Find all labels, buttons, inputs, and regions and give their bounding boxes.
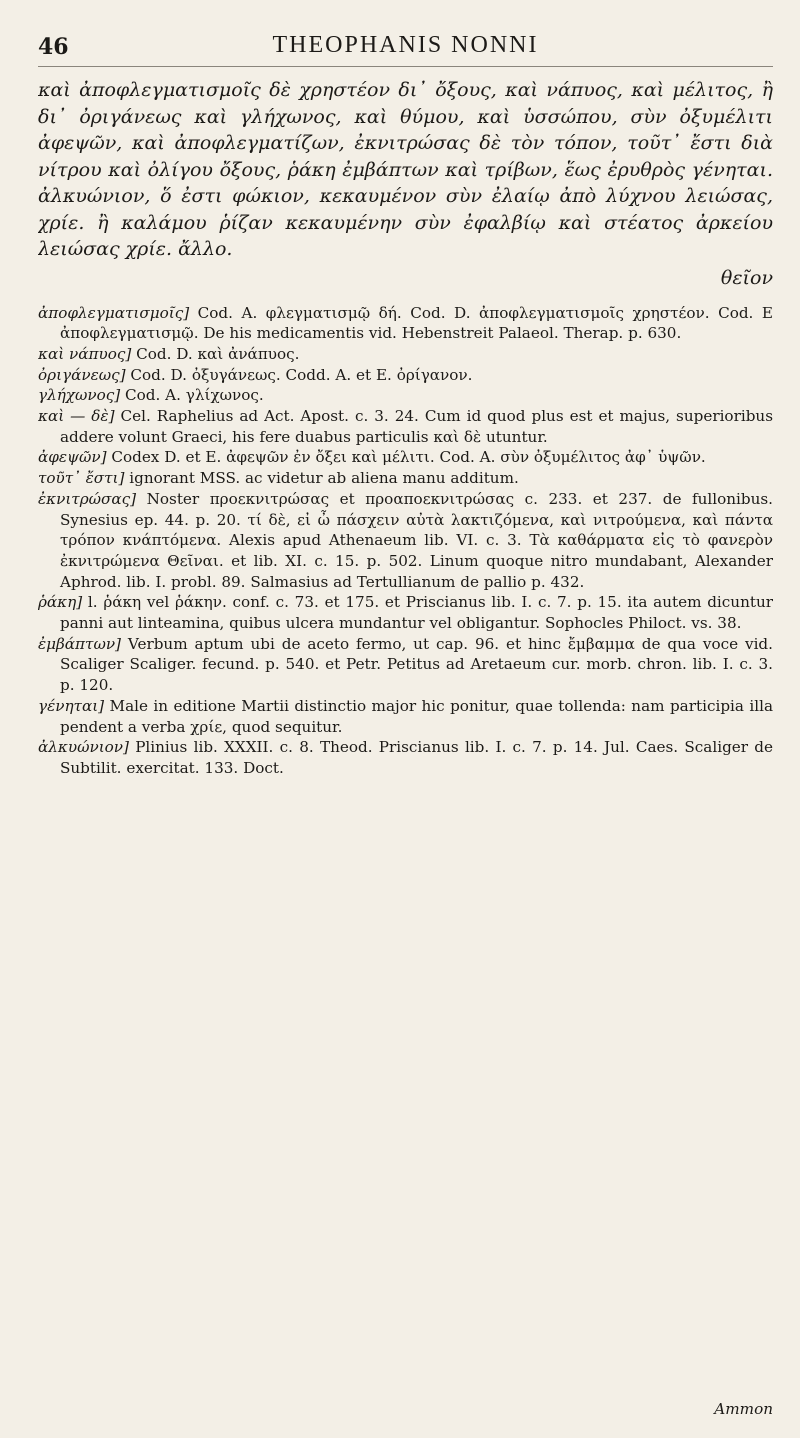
footnote-text: Cod. A. φλεγματισμῷ δή. Cod. D. ἀποφλεγματισμοῖς χρηστέον. Cod. E ἀποφλεγματισμῷ. De his medicamentis vid. Hebenstreit Palaeol. Therap. p. 630.	[60, 303, 773, 343]
footnote	[38, 468, 773, 489]
footnote	[38, 592, 773, 633]
footnote-text: Cod. D. ὀξυγάνεως. Codd. A. et E. ὀρίγανον.	[125, 365, 473, 384]
footnote	[38, 696, 773, 737]
footnote-lemma: ἀφεψῶν]	[38, 448, 107, 467]
footnote-text: Verbum aptum ubi de aceto fermo, ut cap. 96. et hinc ἔμβαμμα de qua voce vid. Scaliger Scaliger. fecund. p. 540. et Petr. Petitus ad Aretaeum cur. morb. chron. lib. I. c. 3. p. 120.	[60, 634, 773, 695]
running-head	[38, 26, 773, 67]
footnote-text: Cod. D. καὶ ἀνάπυος.	[131, 344, 300, 363]
book-page	[38, 26, 773, 1418]
page-number: 46	[38, 34, 69, 60]
footnote-text: Cel. Raphelius ad Act. Apost. c. 3. 24. Cum id quod plus est et majus, superioribus addere volunt Graeci, his fere duabus particulis καὶ δὲ utuntur.	[60, 407, 773, 446]
footnote-lemma: ἐμβάπτων]	[38, 634, 121, 653]
footnote-text: Cod. A. γλίχωνος.	[120, 386, 264, 405]
footnote	[38, 365, 773, 386]
footnote-text: Codex D. et E. ἀφεψῶν ἐν ὄξει καὶ μέλιτι. Cod. A. σὺν ὀξυμέλιτος ἀφ᾽ ὑψῶν.	[106, 448, 706, 467]
footnote-lemma: καὶ — δὲ]	[38, 407, 115, 426]
running-title: THEOPHANIS NONNI	[272, 32, 539, 58]
footnote-lemma: τοῦτ᾽ ἔστι]	[38, 469, 125, 488]
catchword: θεῖον	[720, 266, 773, 289]
footnote-lemma: ὀριγάνεως]	[38, 365, 126, 384]
footnote-lemma: ἀλκυώνιον]	[38, 738, 129, 757]
footnote-lemma: γλήχωνος]	[38, 386, 121, 405]
footnote-lemma: γένηται]	[38, 696, 105, 715]
footnote-lemma: ἐκνιτρώσας]	[38, 489, 137, 508]
footnote-text: ignorant MSS. ac videtur ab aliena manu additum.	[124, 469, 519, 488]
footnote-text: Male in editione Martii distinctio major hic ponitur, quae tollenda: nam participia illa pendent a verba χρίε, quod sequitur.	[60, 696, 773, 736]
footnote-lemma: καὶ νάπυος]	[38, 344, 132, 363]
footnotes	[38, 303, 773, 779]
bottom-catchword: Ammon	[714, 1400, 773, 1418]
footnote	[38, 406, 773, 447]
footnote	[38, 344, 773, 365]
footnote-lemma: ῥάκη]	[38, 593, 83, 612]
footnote-text: l. ῥάκη vel ῥάκην. conf. c. 73. et 175. et Priscianus lib. I. c. 7. p. 15. ita autem dicuntur panni aut linteamina, quibus ulcera mundantur vel obligantur. Sophocles Philoct. vs. 38.	[60, 593, 773, 633]
main-text: καὶ ἀποφλεγματισμοῖς δὲ χρηστέον δι᾽ ὄξους, καὶ νάπυος, καὶ μέλιτος, ἢ δι᾽ ὀριγάνεως καὶ γλήχωνος, καὶ θύμου, καὶ ὑσσώπου, σὺν ὀξυμέλιτι ἀφεψῶν, καὶ ἀποφλεγματίζων, ἐκνιτρώσας δὲ τὸν τόπον, τοῦτ᾽ ἔστι διὰ νίτρου καὶ ὀλίγου ὄξους, ῥάκη ἐμβάπτων καὶ τρίβων, ἕως ἐρυθρὸς γένηται. ἀλκυώνιον, ὅ ἐστι φώκιον, κεκαυμένον σὺν ἐλαίῳ ἀπὸ λύχνου λειώσας, χρίε. ἢ καλάμου ῥίζαν κεκαυμένην σὺν ἐφαλβίῳ καὶ στέατος ἀρκείου λειώσας χρίε. ἄλλο.	[38, 79, 773, 260]
footnote	[38, 447, 773, 468]
footnote	[38, 385, 773, 406]
footnote-lemma: ἀποφλεγματισμοῖς]	[38, 303, 190, 322]
footnote-text: Noster προεκνιτρώσας et προαποεκνιτρώσας c. 233. et 237. de fullonibus. Synesius ep. 44. p. 20. τί δὲ, εἰ ὦ πάσχειν αὐτὰ λακτιζόμενα, καὶ νιτρούμενα, καὶ πάντα τρόπον κνάπτόμενα. Alexis apud Athenaeum lib. VI. c. 3. Τὰ καθάρματα εἰς τὸ φανερὸν ἐκνιτρώμενα Θεῖναι. et lib. XI. c. 15. p. 502. Linum quoque nitro mundabant, Alexander Aphrod. lib. I. probl. 89. Salmasius ad Tertullianum de pallio p. 432.	[60, 489, 773, 591]
footnote	[38, 737, 773, 778]
footnote	[38, 489, 773, 593]
footnote-text: Plinius lib. XXXII. c. 8. Theod. Priscianus lib. I. c. 7. p. 14. Jul. Caes. Scaliger de Subtilit. exercitat. 133. Doct.	[60, 738, 773, 777]
footnote	[38, 634, 773, 696]
footnote	[38, 303, 773, 344]
